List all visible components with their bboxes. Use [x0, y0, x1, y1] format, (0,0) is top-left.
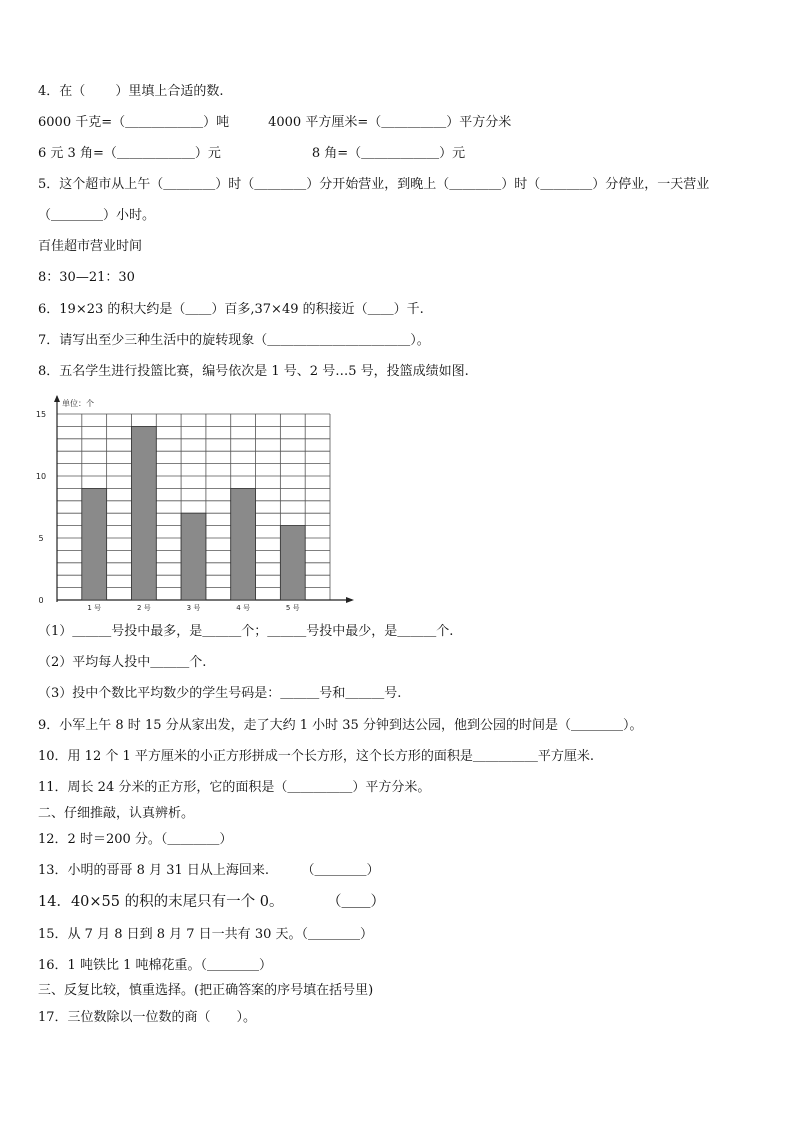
worksheet-line: 17．三位数除以一位数的商（ ）。 [38, 1010, 257, 1025]
worksheet-line: 7．请写出至少三种生活中的旋转现象（＿＿＿＿＿＿＿＿＿＿＿）。 [38, 333, 430, 348]
worksheet-line: 16．1 吨铁比 1 吨棉花重。（＿＿＿＿） [38, 958, 272, 973]
worksheet-line: 百佳超市营业时间 [38, 239, 143, 254]
bar [231, 488, 256, 600]
bar-chart [30, 392, 370, 622]
worksheet-line: 8．五名学生进行投篮比赛，编号依次是 1 号、2 号…5 号，投篮成绩如图. [38, 364, 469, 379]
x-tick-label: 2 号 [137, 604, 151, 612]
x-tick-label: 3 号 [186, 604, 201, 612]
x-tick-label: 5 号 [285, 604, 300, 612]
worksheet-line: 6．19×23 的积大约是（＿＿）百多,37×49 的积接近（＿＿）千. [38, 302, 424, 317]
bar [82, 488, 107, 600]
y-tick-label: 10 [35, 472, 47, 481]
worksheet-line: （3）投中个数比平均数少的学生号码是：＿＿＿号和＿＿＿号. [38, 686, 402, 701]
worksheet-line: 5．这个超市从上午（＿＿＿＿）时（＿＿＿＿）分开始营业，到晚上（＿＿＿＿）时（＿＿＿＿）分停业，一天营业 [38, 177, 710, 192]
worksheet-line: （＿＿＿＿）小时。 [38, 208, 156, 223]
y-tick-label: 0 [38, 596, 44, 605]
worksheet-line: 15．从 7 月 8 日到 8 月 7 日一共有 30 天。（＿＿＿＿） [38, 927, 373, 942]
worksheet-line: 14．40×55 的积的末尾只有一个 0。 （＿＿） [38, 894, 385, 910]
worksheet-line: 8：30—21：30 [38, 270, 135, 285]
worksheet-line: （2）平均每人投中＿＿＿个. [38, 655, 207, 670]
worksheet-line: 4．在（ ）里填上合适的数. [38, 84, 224, 99]
worksheet-line: 10．用 12 个 1 平方厘米的小正方形拼成一个长方形，这个长方形的面积是＿＿＿＿＿平方厘米. [38, 749, 595, 764]
worksheet-line: （1）＿＿＿号投中最多，是＿＿＿个；＿＿＿号投中最少，是＿＿＿个. [38, 624, 454, 639]
worksheet-line: 11．周长 24 分米的正方形，它的面积是（＿＿＿＿＿）平方分米。 [38, 780, 431, 795]
worksheet-line: 二、仔细推敲，认真辨析。 [38, 806, 195, 821]
bar [181, 513, 206, 600]
unit-label: 单位：个 [62, 399, 94, 408]
worksheet-line: 13．小明的哥哥 8 月 31 日从上海回来. （＿＿＿＿） [38, 863, 380, 878]
worksheet-line: 6000 千克=（＿＿＿＿＿＿）吨 4000 平方厘米=（＿＿＿＿＿）平方分米 [38, 115, 512, 130]
y-tick-label: 15 [35, 410, 47, 419]
y-tick-label: 5 [38, 534, 44, 543]
y-axis-arrow [54, 395, 60, 402]
x-tick-label: 4 号 [236, 604, 250, 612]
bar [280, 526, 305, 600]
x-tick-label: 1 号 [87, 604, 102, 612]
worksheet-line: 12．2 时＝200 分。（＿＿＿＿） [38, 832, 233, 847]
worksheet-line: 6 元 3 角=（＿＿＿＿＿＿）元 8 角=（＿＿＿＿＿＿）元 [38, 146, 466, 161]
worksheet-line: 三、反复比较，慎重选择。(把正确答案的序号填在括号里) [38, 983, 374, 998]
bar [131, 426, 156, 600]
x-axis-arrow [346, 597, 354, 603]
worksheet-line: 9．小军上午 8 时 15 分从家出发，走了大约 1 小时 35 分钟到达公园，他到公园的时间是（＿＿＿＿）。 [38, 718, 643, 733]
